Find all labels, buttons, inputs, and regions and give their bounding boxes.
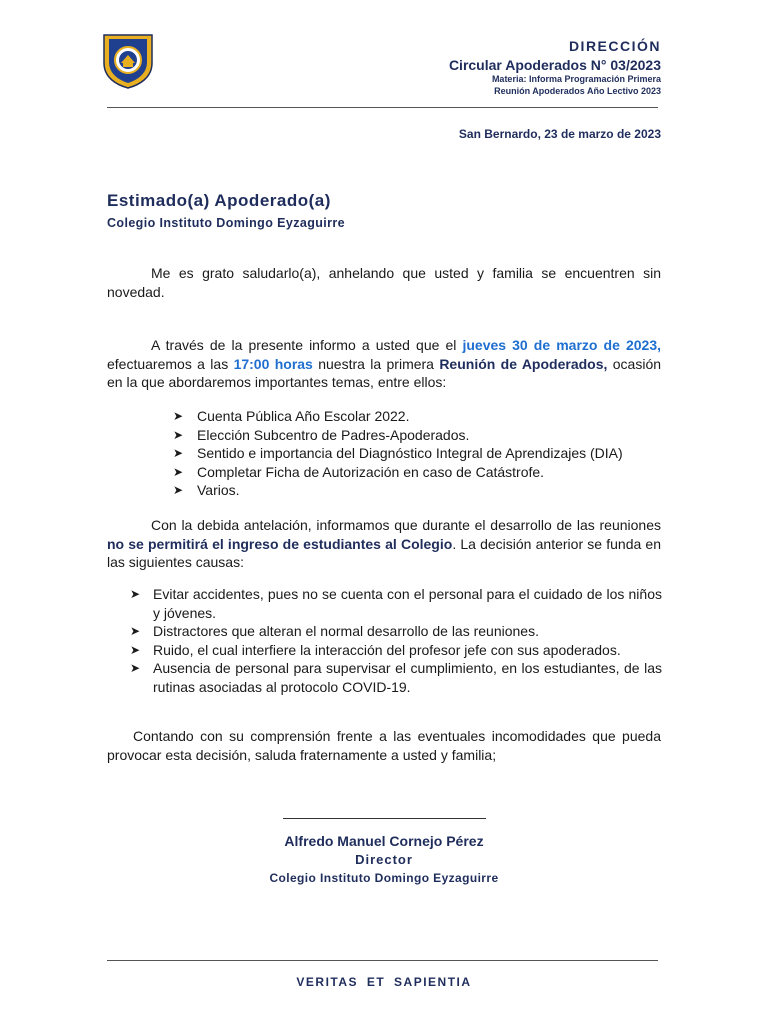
list-item: ➤ Evitar accidentes, pues no se cuenta con el personal para el cuidado de los niños y jóvenes. <box>130 586 662 621</box>
letterhead <box>449 38 661 97</box>
paragraph-greeting <box>107 264 661 301</box>
arrowhead-bullet-icon: ➤ <box>173 427 184 442</box>
paragraph-restriction <box>107 516 661 572</box>
school-crest-icon <box>101 33 155 89</box>
restriction-highlight: no se permitirá el ingreso de estudiantes al Colegio <box>107 535 453 552</box>
arrowhead-bullet-icon: ➤ <box>173 446 184 460</box>
paragraph-greeting-text: Me es grato saludarlo(a), anhelando que usted y familia se encuentren sin novedad. <box>107 265 661 300</box>
arrowhead-bullet-icon: ➤ <box>173 409 184 423</box>
arrowhead-bullet-icon: ➤ <box>130 642 141 657</box>
signature-line <box>283 818 486 819</box>
department-title: DIRECCIÓN <box>568 38 661 54</box>
paragraph-meeting <box>107 336 661 392</box>
signer-school: Colegio Instituto Domingo Eyzaguirre <box>269 871 499 885</box>
school-name: Colegio Instituto Domingo Eyzaguirre <box>107 216 346 230</box>
restriction-text-b: . La decisión anterior se funda en las siguientes causas: <box>107 535 661 570</box>
footer-divider <box>107 960 658 961</box>
letter-date: San Bernardo, 23 de marzo de 2023 <box>458 127 661 141</box>
restriction-text-a: Con la debida antelación, informamos que durante el desarrollo de las reuniones <box>151 517 661 533</box>
subject-line-1: Materia: Informa Programación Primera <box>491 74 661 84</box>
signer-role: Director <box>355 852 413 867</box>
meeting-text-c: nuestra la primera <box>312 355 440 372</box>
circular-number: Circular Apoderados N° 03/2023 <box>448 57 661 73</box>
arrowhead-bullet-icon: ➤ <box>130 624 141 638</box>
topics-list <box>173 407 663 500</box>
arrowhead-bullet-icon: ➤ <box>130 661 141 675</box>
header-divider <box>107 107 658 108</box>
arrowhead-bullet-icon: ➤ <box>173 483 184 497</box>
meeting-text-d: ocasión en la que abordaremos importantes temas, entre ellos: <box>107 355 662 390</box>
arrowhead-bullet-icon: ➤ <box>130 587 141 601</box>
list-item: ➤ Elección Subcentro de Padres-Apoderados. <box>173 426 470 443</box>
salutation: Estimado(a) Apoderado(a) <box>107 191 331 210</box>
meeting-text-a: A través de la presente informo a usted que el <box>151 337 463 353</box>
list-item: ➤ Completar Ficha de Autorización en caso de Catástrofe. <box>173 463 545 480</box>
paragraph-closing <box>107 727 661 764</box>
meeting-date: jueves 30 de marzo de 2023, <box>462 337 661 353</box>
list-item: ➤ Cuenta Pública Año Escolar 2022. <box>173 408 410 424</box>
signer-name: Alfredo Manuel Cornejo Pérez <box>284 833 484 849</box>
meeting-time: 17:00 horas <box>233 355 313 372</box>
list-item: ➤ Ruido, el cual interfiere la interacción del profesor jefe con sus apoderados. <box>130 641 621 658</box>
list-item: ➤ Distractores que alteran el normal desarrollo de las reuniones. <box>130 623 539 639</box>
list-item: ➤ Ausencia de personal para supervisar el cumplimiento, en los estudiantes, de las rutinas asociadas al protocolo COVID-19. <box>130 660 662 695</box>
reasons-list <box>130 585 662 696</box>
arrowhead-bullet-icon: ➤ <box>173 464 184 479</box>
list-item: ➤ Varios. <box>173 482 240 498</box>
subject-line-2: Reunión Apoderados Año Lectivo 2023 <box>494 86 661 96</box>
school-motto: VERITAS ET SAPIENTIA <box>296 975 472 989</box>
meeting-name: Reunión de Apoderados, <box>439 355 608 372</box>
meeting-text-b: efectuaremos a las <box>107 355 234 372</box>
list-item: ➤ Sentido e importancia del Diagnóstico Integral de Aprendizajes (DIA) <box>173 445 623 461</box>
closing-text: Contando con su comprensión frente a las eventuales incomodidades que pueda provocar esta decisión, saluda fraternamente a usted y familia; <box>107 728 661 763</box>
